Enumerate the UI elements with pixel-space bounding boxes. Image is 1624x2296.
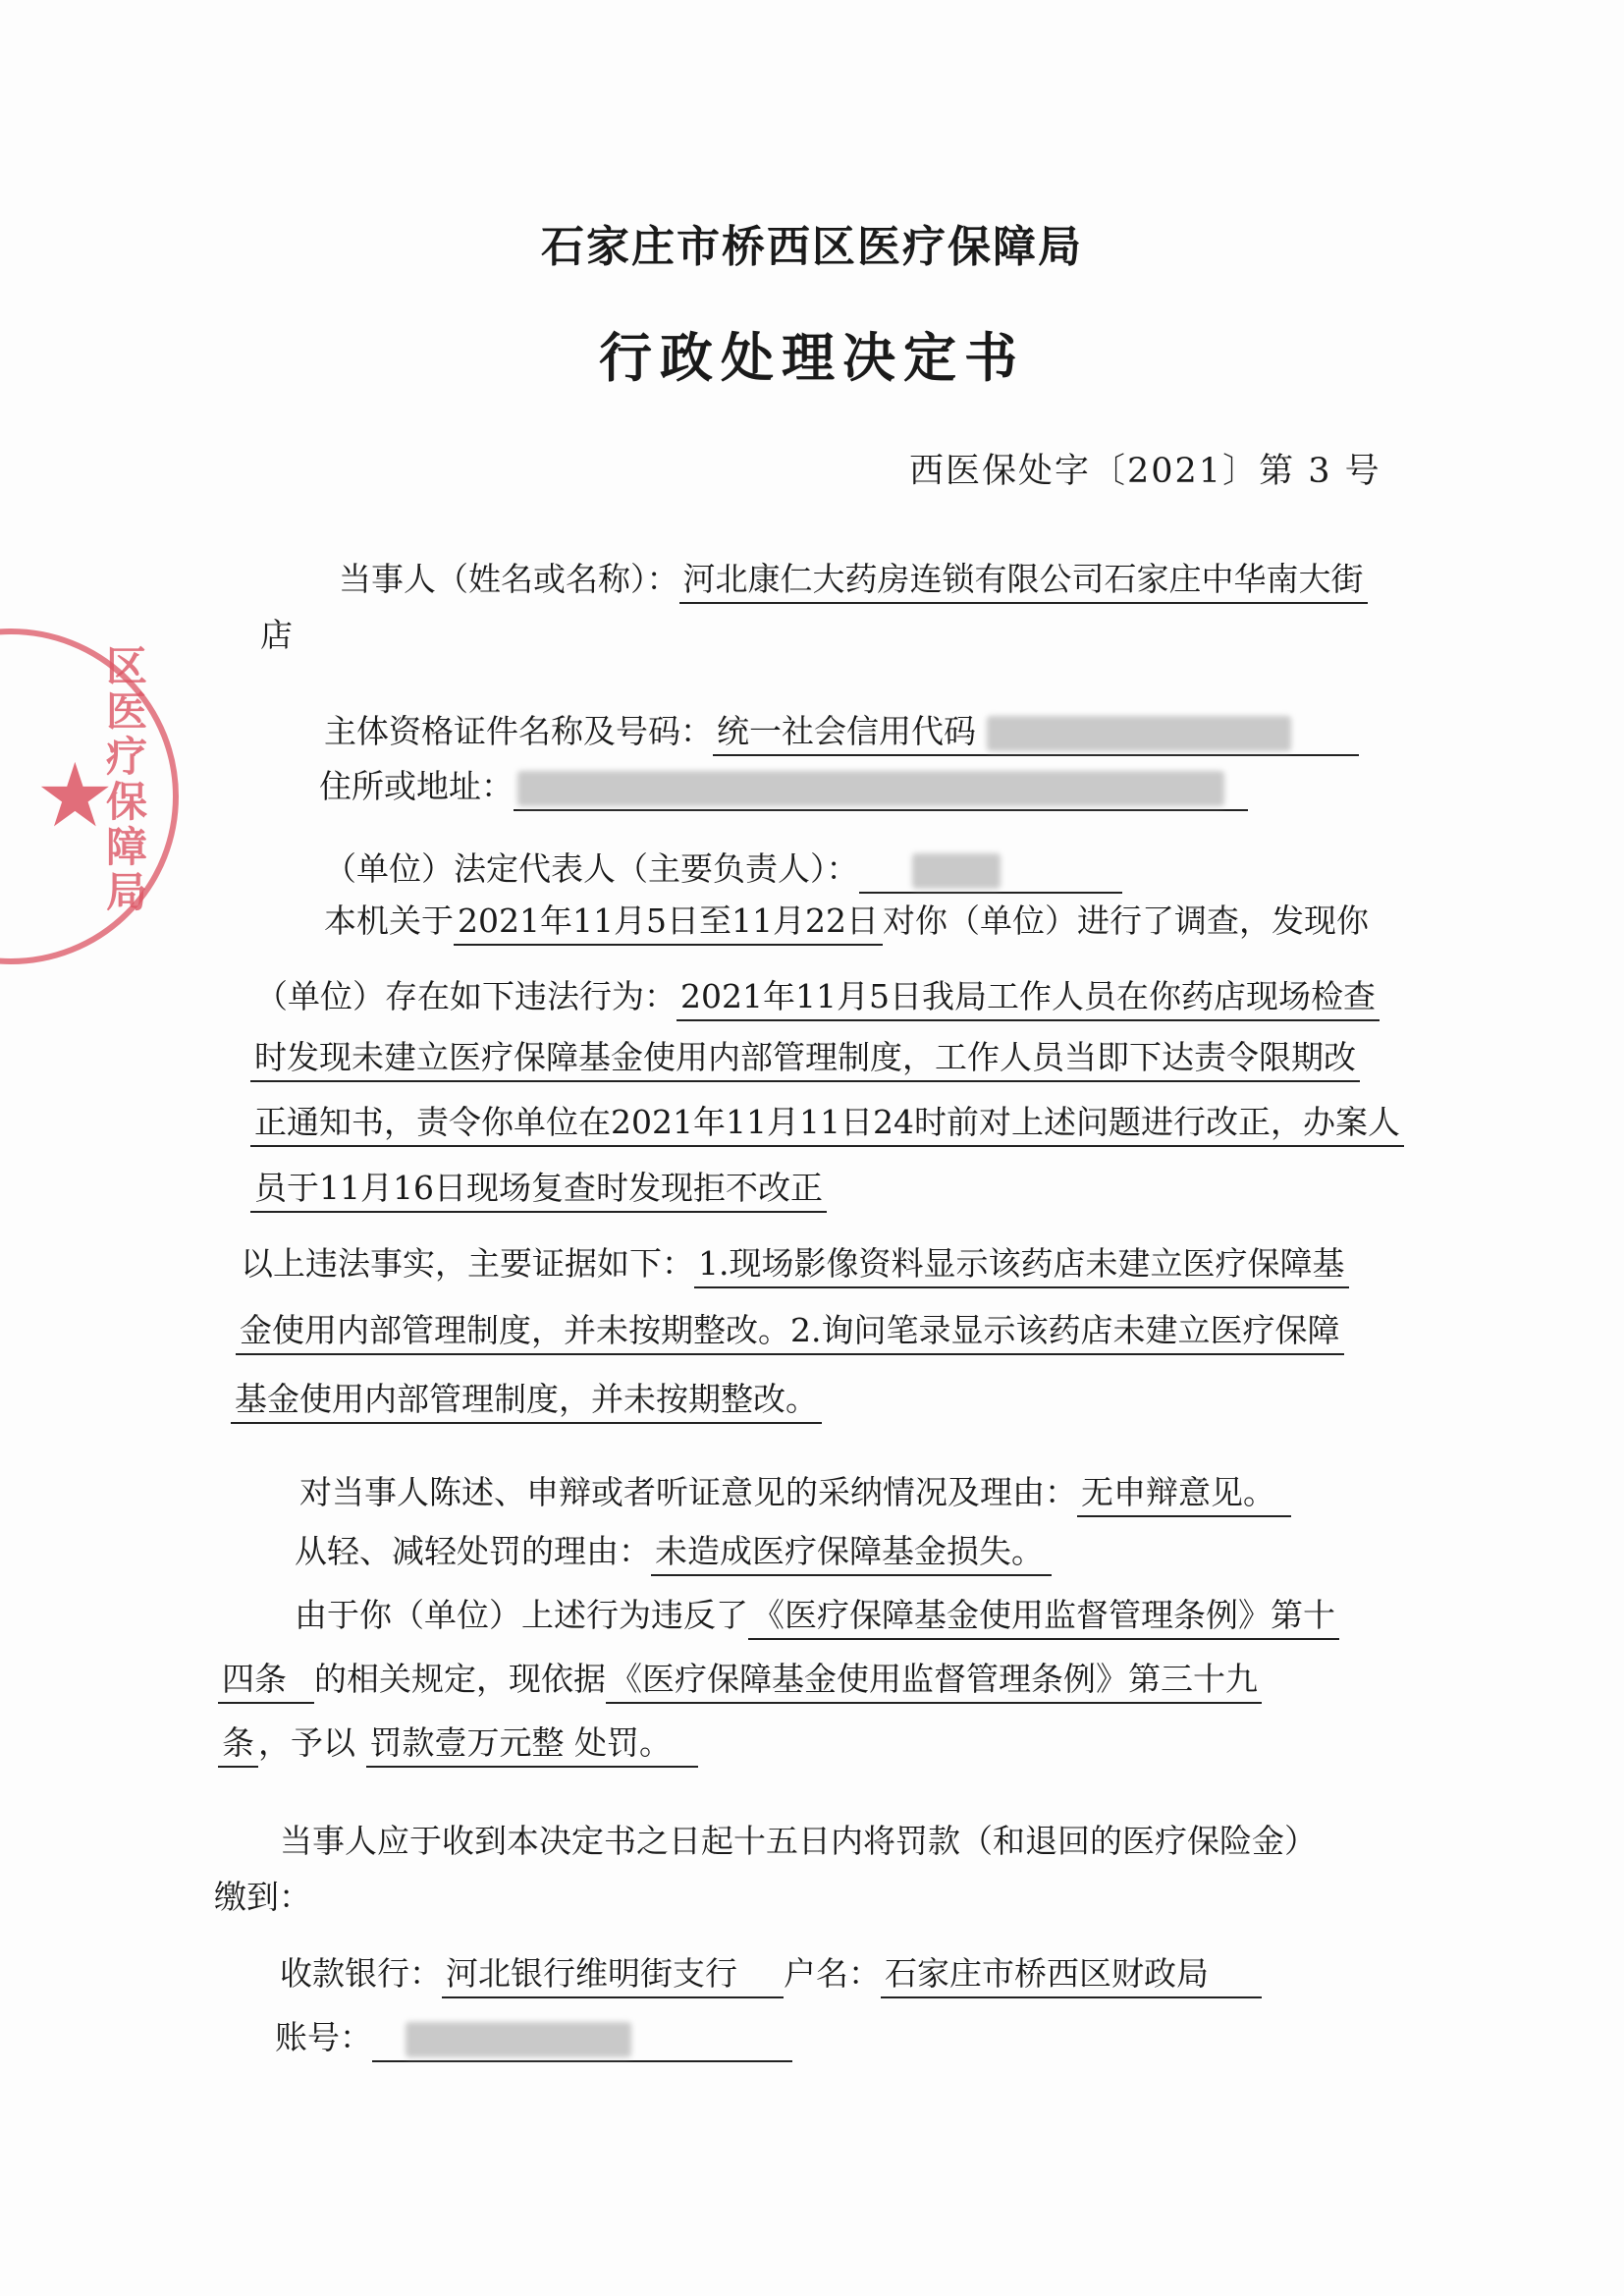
address-label: 住所或地址： <box>319 767 514 805</box>
violation-row-1: （单位）存在如下违法行为： 2021年11月5日我局工作人员在你药店现场检查 <box>255 972 1380 1021</box>
decision-row-2: 四条 的相关规定，现依据 《医疗保障基金使用监督管理条例》第三十九 <box>218 1655 1262 1704</box>
violation-text-3: 正通知书，责令你单位在2021年11月11日24时前对上述问题进行改正，办案人 <box>250 1100 1404 1147</box>
seal-text: 区医疗保障局 <box>100 644 148 915</box>
payment-row-2: 缴到： <box>214 1878 311 1916</box>
cert-row <box>324 707 1359 756</box>
violation-text-4: 员于11月16日现场复查时发现拒不改正 <box>250 1166 827 1213</box>
violation-row-4 <box>250 1164 827 1213</box>
violated-law: 《医疗保障基金使用监督管理条例》第十 <box>748 1593 1339 1640</box>
document-title: 行政处理决定书 <box>599 326 1025 389</box>
bank-value: 河北银行维明街支行 <box>442 1951 784 1998</box>
account-no-value <box>372 2015 792 2062</box>
hearing-row: 对当事人陈述、申辩或者听证意见的采纳情况及理由： 无申辩意见。 <box>299 1468 1291 1517</box>
document-number: 西医保处字〔2021〕第 3 号 <box>909 452 1381 491</box>
evidence-row-3 <box>231 1375 822 1424</box>
party-name: 河北康仁大药房连锁有限公司石家庄中华南大街 <box>679 557 1368 604</box>
cert-value: 统一社会信用代码 <box>713 709 1359 756</box>
rep-value <box>859 847 1122 894</box>
address-row <box>319 762 1248 811</box>
party-name-cont: 店 <box>260 616 293 654</box>
cert-label: 主体资格证件名称及号码： <box>324 712 713 750</box>
violated-law-article: 四条 <box>218 1657 314 1704</box>
redacted-address <box>517 771 1224 806</box>
hearing-value: 无申辩意见。 <box>1077 1470 1291 1517</box>
mitigation-row: 从轻、减轻处罚的理由： 未造成医疗保障基金损失。 <box>295 1527 1052 1576</box>
issuing-organization: 石家庄市桥西区医疗保障局 <box>541 222 1083 272</box>
mitigation-value: 未造成医疗保障基金损失。 <box>651 1529 1052 1576</box>
rep-row <box>324 845 1122 894</box>
evidence-row-2 <box>236 1306 1344 1355</box>
redacted-credit-code <box>987 716 1291 751</box>
redacted-account-number <box>406 2022 631 2057</box>
redacted-representative <box>912 853 1001 889</box>
applied-law: 《医疗保障基金使用监督管理条例》第三十九 <box>606 1657 1262 1704</box>
rep-label: （单位）法定代表人（主要负责人）： <box>324 849 859 888</box>
bleed-through-text <box>992 182 1001 214</box>
account-row: 账号： <box>275 2013 792 2062</box>
payment-row-1: 当事人应于收到本决定书之日起十五日内将罚款（和退回的医疗保险金） <box>280 1822 1317 1860</box>
address-value <box>514 764 1248 811</box>
account-name-value: 石家庄市桥西区财政局 <box>881 1951 1262 1998</box>
evidence-row-1: 以上违法事实，主要证据如下： 1.现场影像资料显示该药店未建立医疗保障基 <box>241 1239 1349 1288</box>
party-label: 当事人（姓名或名称）： <box>339 560 679 598</box>
party-row-cont <box>260 611 293 660</box>
violation-row-3 <box>250 1098 1404 1147</box>
party-row <box>339 555 1368 604</box>
investigation-period: 2021年11月5日至11月22日 <box>454 899 883 946</box>
violation-row-2 <box>250 1033 1360 1082</box>
penalty: 罚款壹万元整 处罚。 <box>366 1721 698 1768</box>
official-seal <box>0 629 179 964</box>
bank-row: 收款银行： 河北银行维明街支行 户名： 石家庄市桥西区财政局 <box>280 1949 1262 1998</box>
applied-law-article: 条 <box>218 1721 258 1768</box>
decision-row-1: 由于你（单位）上述行为违反了 《医疗保障基金使用监督管理条例》第十 <box>295 1591 1339 1640</box>
violation-text-1: 2021年11月5日我局工作人员在你药店现场检查 <box>677 974 1380 1021</box>
seal-star-icon: ★ <box>35 744 115 847</box>
evidence-text-2: 金使用内部管理制度，并未按期整改。2.询问笔录显示该药店未建立医疗保障 <box>236 1308 1344 1355</box>
evidence-text-1: 1.现场影像资料显示该药店未建立医疗保障基 <box>694 1241 1349 1288</box>
investigation-row: 本机关于 2021年11月5日至11月22日 对你（单位）进行了调查，发现你 <box>324 897 1369 946</box>
decision-row-3: 条 ，予以 罚款壹万元整 处罚。 <box>218 1719 698 1768</box>
violation-text-2: 时发现未建立医疗保障基金使用内部管理制度，工作人员当即下达责令限期改 <box>250 1035 1360 1082</box>
evidence-text-3: 基金使用内部管理制度，并未按期整改。 <box>231 1377 822 1424</box>
